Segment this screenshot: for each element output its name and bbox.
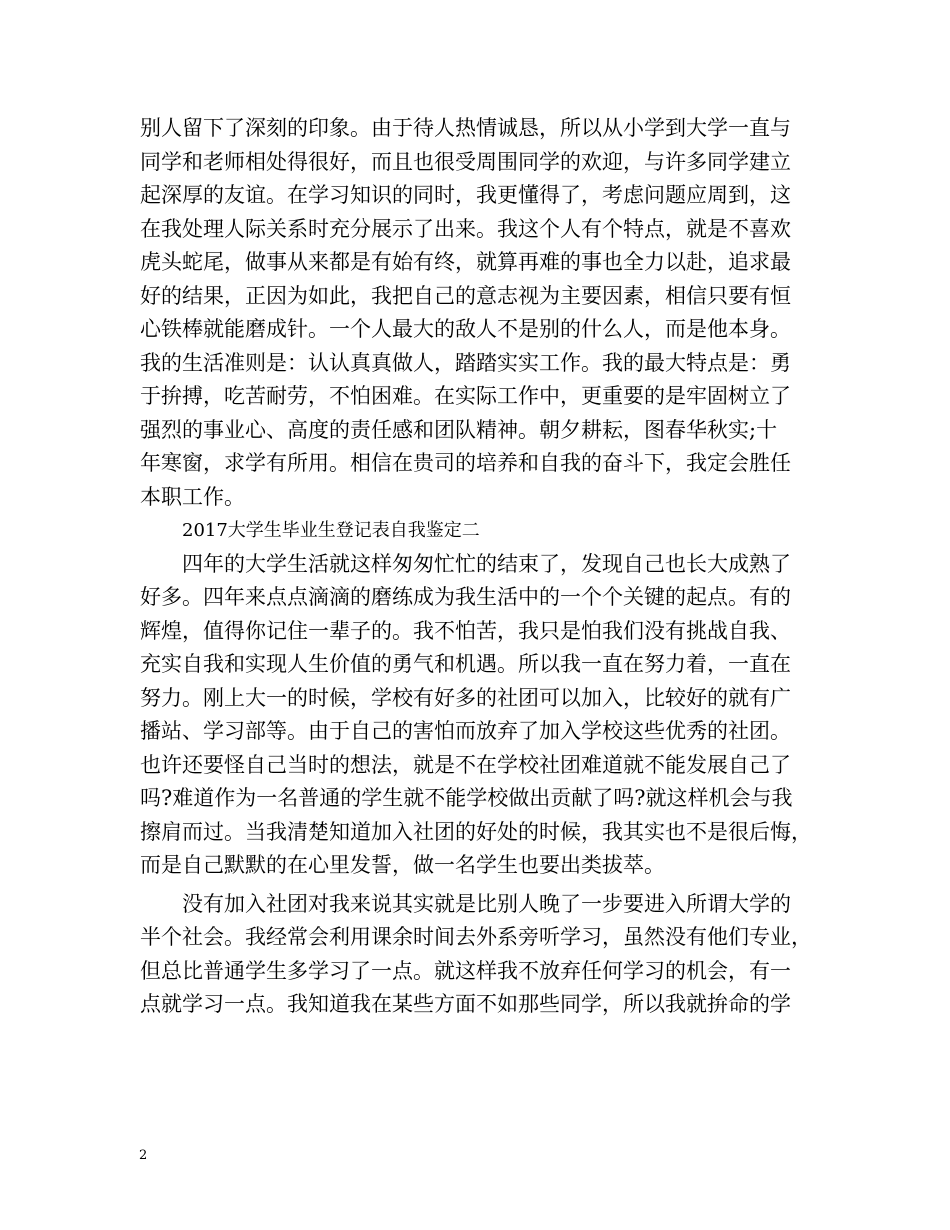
text-line: 辉煌，值得你记住一辈子的。我不怕苦，我只是怕我们没有挑战自我、 <box>140 618 791 643</box>
text-line: 也许还要怪自己当时的想法，就是不在学校社团难道就不能发展自己了 <box>140 752 791 777</box>
text-line: 而是自己默默的在心里发誓，做一名学生也要出类拔萃。 <box>140 853 665 877</box>
text-line: 强烈的事业心、高度的责任感和团队精神。朝夕耕耘，图春华秋实;十 <box>140 417 778 442</box>
text-line: 四年的大学生活就这样匆匆忙忙的结束了，发现自己也长大成熟了 <box>182 551 791 576</box>
text-line: 我的生活准则是：认认真真做人，踏踏实实工作。我的最大特点是：勇 <box>140 350 791 375</box>
text-line: 别人留下了深刻的印象。由于待人热情诚恳，所以从小学到大学一直与 <box>140 116 791 140</box>
page-number: 2 <box>139 1148 148 1163</box>
text-line: 吗?难道作为一名普通的学生就不能学校做出贡献了吗?就这样机会与我 <box>140 786 793 810</box>
text-line: 但总比普通学生多学习了一点。就这样我不放弃任何学习的机会，有一 <box>140 958 791 983</box>
text-line: 虎头蛇尾，做事从来都是有始有终，就算再难的事也全力以赴，追求最 <box>140 250 791 274</box>
text-line: 播站、学习部等。由于自己的害怕而放弃了加入学校这些优秀的社团。 <box>140 719 791 743</box>
section-heading: 2017大学生毕业生登记表自我鉴定二 <box>182 520 480 541</box>
text-line: 点就学习一点。我知道我在某些方面不如那些同学，所以我就拚命的学 <box>140 992 791 1016</box>
paragraph-3 <box>140 888 830 1022</box>
text-line: 擦肩而过。当我清楚知道加入社团的好处的时候，我其实也不是很后悔， <box>140 819 812 844</box>
text-line: 好多。四年来点点滴滴的磨练成为我生活中的一个个关键的起点。有的 <box>140 585 791 609</box>
text-line: 于拚搏，吃苦耐劳，不怕困难。在实际工作中，更重要的是牢固树立了 <box>140 384 791 408</box>
text-line: 充实自我和实现人生价值的勇气和机遇。所以我一直在努力着，一直在 <box>140 652 791 676</box>
text-line: 努力。刚上大一的时候，学校有好多的社团可以加入，比较好的就有广 <box>140 685 791 710</box>
paragraph-continued <box>140 112 830 514</box>
text-line: 没有加入社团对我来说其实就是比别人晚了一步要进入所谓大学的 <box>182 891 791 916</box>
text-line: 心铁棒就能磨成针。一个人最大的敌人不是别的什么人，而是他本身。 <box>140 317 791 341</box>
text-line: 半个社会。我经常会利用课余时间去外系旁听学习，虽然没有他们专业， <box>140 925 812 949</box>
text-line: 起深厚的友谊。在学习知识的同时，我更懂得了，考虑问题应周到，这 <box>140 183 791 207</box>
text-line: 年寒窗，求学有所用。相信在贵司的培养和自我的奋斗下，我定会胜任 <box>140 451 791 475</box>
text-line: 同学和老师相处得很好，而且也很受周围同学的欢迎，与许多同学建立 <box>140 149 791 174</box>
text-line: 本职工作。 <box>140 484 245 509</box>
text-line: 好的结果，正因为如此，我把自己的意志视为主要因素，相信只要有恒 <box>140 283 791 308</box>
text-line: 在我处理人际关系时充分展示了出来。我这个人有个特点，就是不喜欢 <box>140 216 791 241</box>
document-body <box>140 112 830 1022</box>
paragraph-2 <box>140 548 830 883</box>
